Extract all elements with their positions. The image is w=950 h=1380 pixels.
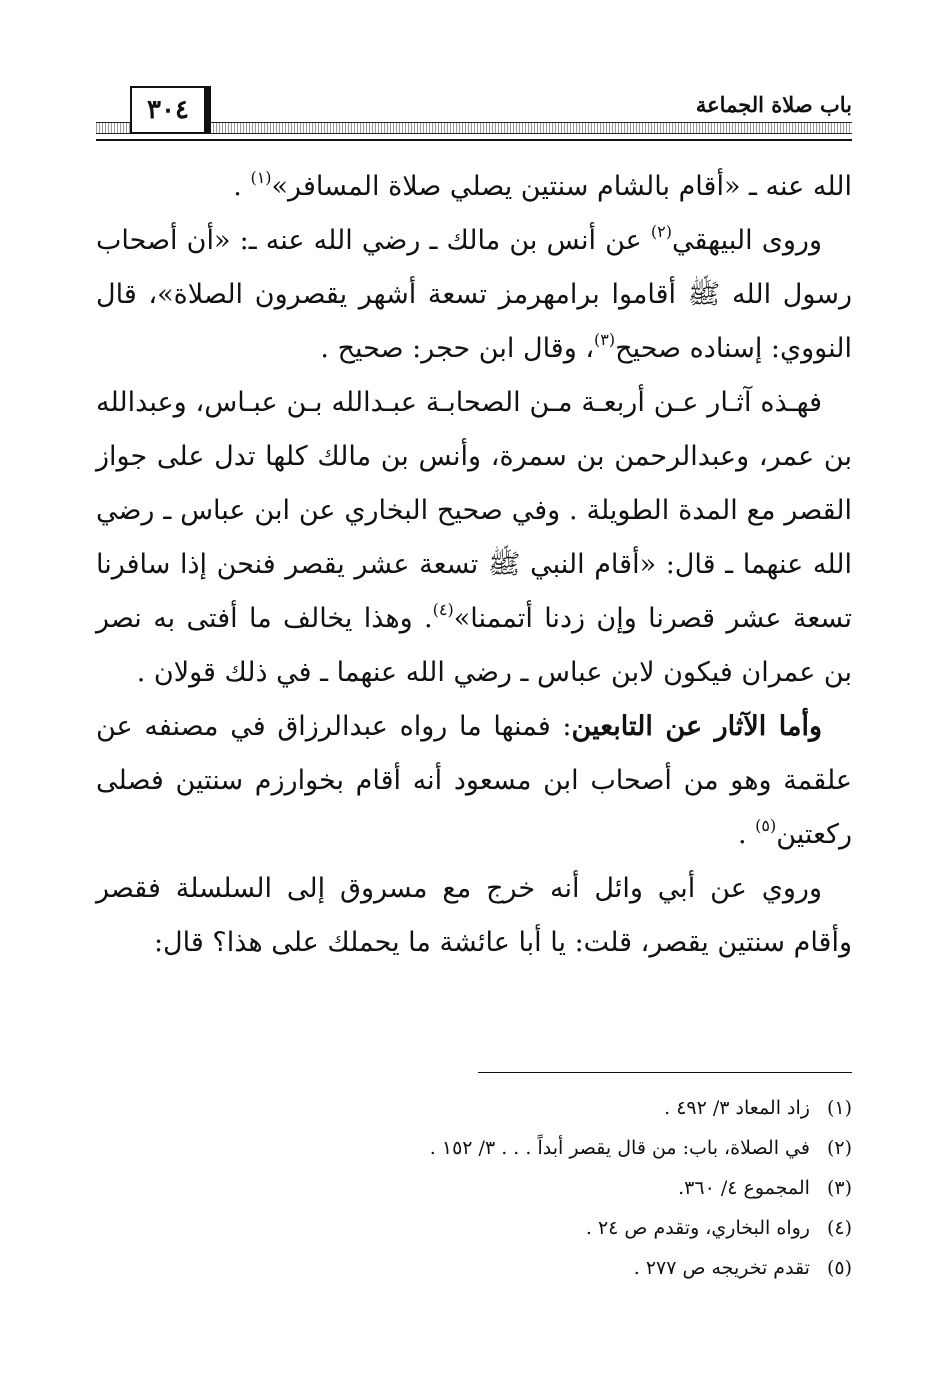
footnote-ref-4: (٤) <box>432 600 454 619</box>
footnote-text: تقدم تخريجه ص ٢٧٧ . <box>633 1257 810 1279</box>
page-number: ٣٠٤ <box>130 86 206 134</box>
footnote-ref-1: (١) <box>250 168 272 187</box>
footnote-item <box>96 1208 852 1248</box>
footnote-ref-2: (٢) <box>650 222 672 241</box>
footnote-ref-3: (٣) <box>594 330 616 349</box>
chapter-title: باب صلاة الجماعة <box>695 92 852 117</box>
paragraph-1: الله عنه ـ «أقام بالشام سنتين يصلي صلاة المسافر»$^{(١)}$ . <box>233 168 852 202</box>
paragraph-2: وروى البيهقي$^{(٢)}$ عن أنس بن مالك ـ رضي الله عنه ـ: «أن أصحاب رسول الله ﷺ أقاموا برامهرمز تسعة أشهر يقصرون الصلاة»، قال النووي: إسناده صحيح$^{(٣)}$، وقال ابن حجر: صحيح . <box>96 222 852 364</box>
footnote-number: (١) <box>826 1097 852 1119</box>
footnote-text: رواه البخاري، وتقدم ص ٢٤ . <box>585 1217 810 1239</box>
header-decorative-band <box>96 122 852 134</box>
footnote-item <box>96 1088 852 1128</box>
footnote-item <box>96 1128 852 1168</box>
footnote-number: (٥) <box>826 1257 852 1279</box>
footnote-text: المجموع ٤/ ٣٦٠. <box>678 1177 810 1199</box>
footnote-number: (٣) <box>826 1177 852 1199</box>
paragraph-4: وأما الآثار عن التابعين: فمنها ما رواه عبدالرزاق في مصنفه عن علقمة وهو من أصحاب ابن مسعود أنه أقام بخوارزم سنتين فصلى ركعتين$^{(٥)}$ . <box>96 711 852 850</box>
main-text <box>96 160 852 970</box>
footnote-number: (٢) <box>826 1137 852 1159</box>
footnote-number: (٤) <box>826 1217 852 1239</box>
footnote-item <box>96 1248 852 1288</box>
footnote-separator <box>478 1072 852 1073</box>
paragraph-5: وروي عن أبي وائل أنه خرج مع مسروق إلى السلسلة فقصر وأقام سنتين يقصر، قلت: يا أبا عائشة ما يحملك على هذا؟ قال: <box>96 873 852 958</box>
footnote-text: في الصلاة، باب: من قال يقصر أبداً . . . ٣/ ١٥٢ . <box>429 1137 810 1159</box>
running-header <box>96 84 852 150</box>
footnote-text: زاد المعاد ٣/ ٤٩٢ . <box>664 1097 810 1119</box>
footnote-ref-5: (٥) <box>755 816 777 835</box>
header-rule <box>96 139 852 141</box>
section-lead: وأما الآثار عن التابعين <box>571 711 822 742</box>
paragraph-3: فهـذه آثـار عـن أربعـة مـن الصحابـة عبـدالله بـن عبـاس، وعبدالله بن عمر، وعبدالرحمن بن سمرة، وأنس بن مالك كلها تدل على جواز القصر مع المدة الطويلة . وفي صحيح البخاري عن ابن عباس ـ رضي الله عنهما ـ قال: «أقام النبي ﷺ تسعة عشر يقصر فنحن إذا سافرنا تسعة عشر قصرنا وإن زدنا أتممنا»$^{(٤)}$. وهذا يخالف ما أفتى به نصر بن عمران فيكون لابن عباس ـ رضي الله عنهما ـ في ذلك قولان . <box>96 387 852 688</box>
footnote-item <box>96 1168 852 1208</box>
footnotes <box>96 1088 852 1288</box>
